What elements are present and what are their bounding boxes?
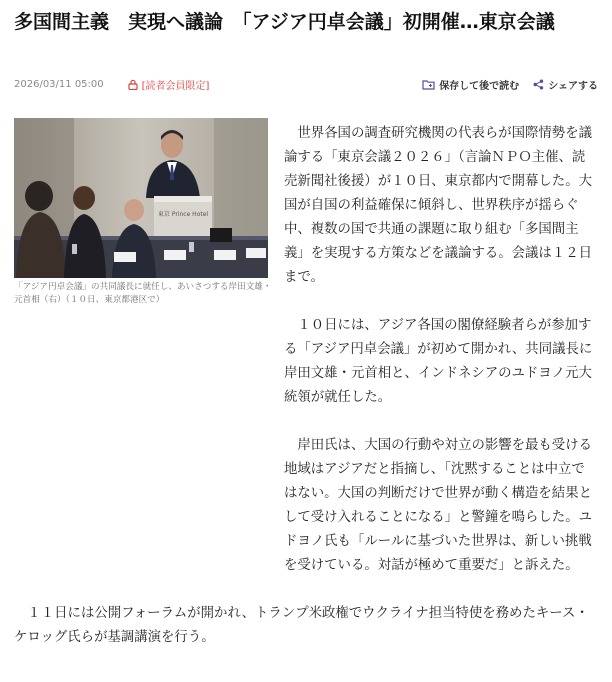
share-button[interactable] — [533, 77, 598, 92]
article-body — [14, 122, 596, 674]
podium-sign: 東京 Prince Hotel — [157, 211, 209, 218]
paragraph: 世界各国の調査研究機関の代表らが国際情勢を議論する「東京会議２０２６」（言論ＮＰＯ主催、読売新聞社後援）が１０日、東京都内で開幕した。大国が自国の利益確保に傾斜し、世界秩序が揺らぐ中、複数の国で共通の課題に取り組む「多国間主義」を実現する方策などを議論する。会議は１２日まで。 — [284, 126, 592, 285]
paragraph: １０日には、アジア各国の閣僚経験者らが参加する「アジア円卓会議」が初めて開かれ、共同議長に岸田文雄・元首相と、インドネシアのユドヨノ元大統領が就任した。 — [284, 318, 593, 405]
publish-date: 2026/03/11 05:00 — [14, 78, 104, 90]
member-only-badge — [128, 77, 210, 92]
share-icon — [533, 79, 544, 90]
save-for-later-button[interactable] — [422, 77, 519, 92]
member-badge-label: [読者会員限定] — [141, 80, 210, 92]
folder-icon — [422, 79, 435, 90]
share-label: シェアする — [548, 80, 598, 92]
article-meta — [14, 74, 598, 94]
lock-icon — [128, 79, 138, 90]
article-title: 多国間主義 実現へ議論 「アジア円卓会議」初開催…東京会議 — [14, 11, 555, 33]
article-actions — [408, 77, 598, 92]
photo-caption: 「アジア円卓会議」の共同議長に就任し、あいさつする岸田文雄・元首相（右）（１０日、東京都港区で） — [14, 282, 272, 305]
photo-spacer — [14, 122, 284, 564]
save-label: 保存して後で読む — [439, 80, 520, 92]
paragraph: 岸田氏は、大国の行動や対立の影響を最も受ける地域はアジアだと指摘し、「沈黙することは中立ではない。大国の判断だけで世界が動く構造を結果として受け入れることになる」と警鐘を鳴らした。ユドヨノ氏も「ルールに基づいた世界は、新しい挑戦を受けている。対話が極めて重要だ」と訴えた。 — [284, 438, 592, 573]
paragraph: １１日には公開フォーラムが開かれ、トランプ米政権でウクライナ担当特使を務めたキース・ケロッグ氏らが基調講演を行う。 — [14, 606, 589, 645]
